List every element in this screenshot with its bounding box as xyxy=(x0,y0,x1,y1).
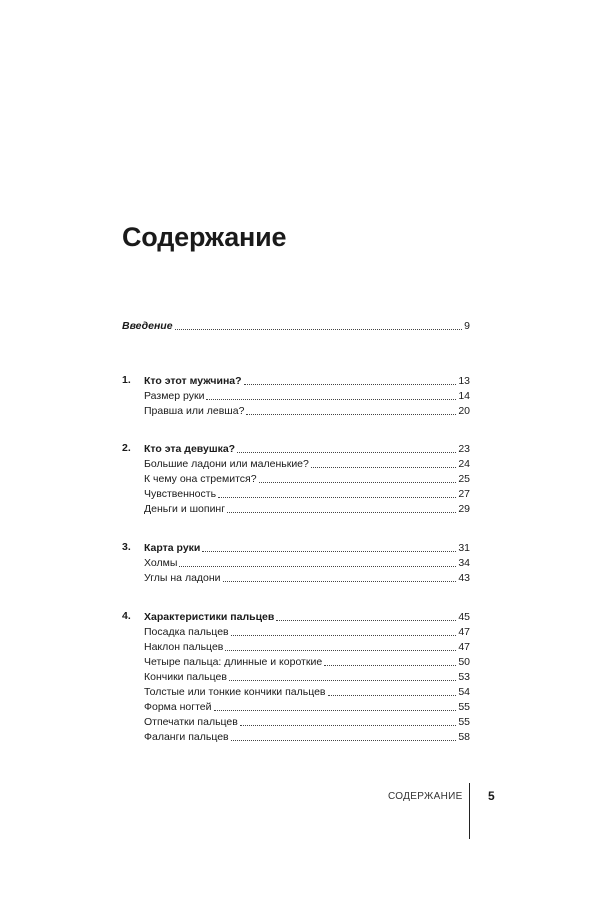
toc-item xyxy=(122,486,470,501)
toc-item-label: Деньги и шопинг xyxy=(144,503,226,515)
toc-item-page: 24 xyxy=(458,458,470,470)
toc-item-label: Кончики пальцев xyxy=(144,671,227,683)
toc-intro-page: 9 xyxy=(464,320,470,332)
toc-item-label: Размер руки xyxy=(144,390,205,402)
toc-item-page: 43 xyxy=(458,572,470,584)
toc-leader-dots xyxy=(276,619,456,621)
toc-chapter-number: 4. xyxy=(122,610,131,622)
toc-chapter xyxy=(122,540,470,555)
toc-chapter-number: 2. xyxy=(122,442,131,454)
toc-item xyxy=(122,729,470,744)
page-number: 5 xyxy=(488,789,495,803)
toc-item-label: Отпечатки пальцев xyxy=(144,716,238,728)
toc-chapter-number: 1. xyxy=(122,374,131,386)
toc-item xyxy=(122,555,470,570)
toc-item xyxy=(122,669,470,684)
toc-leader-dots xyxy=(231,634,457,636)
toc-intro-label: Введение xyxy=(122,320,173,332)
toc-leader-dots xyxy=(214,709,457,711)
toc-item-page: 55 xyxy=(458,716,470,728)
toc-item-page: 54 xyxy=(458,686,470,698)
toc-leader-dots xyxy=(240,724,456,726)
toc-leader-dots xyxy=(175,328,463,330)
toc-item-page: 47 xyxy=(458,641,470,653)
toc-item-page: 58 xyxy=(458,731,470,743)
toc-chapter xyxy=(122,373,470,388)
toc-leader-dots xyxy=(225,649,456,651)
toc-item xyxy=(122,624,470,639)
toc-item-label: Форма ногтей xyxy=(144,701,212,713)
toc-leader-dots xyxy=(324,664,456,666)
toc-chapter xyxy=(122,609,470,624)
toc-item-page: 25 xyxy=(458,473,470,485)
toc-item-page: 55 xyxy=(458,701,470,713)
toc-intro xyxy=(122,318,470,333)
toc-leader-dots xyxy=(202,550,456,552)
toc-item-page: 29 xyxy=(458,503,470,515)
running-footer-section: СОДЕРЖАНИЕ xyxy=(388,791,463,802)
toc-item-page: 20 xyxy=(458,405,470,417)
toc-leader-dots xyxy=(229,679,456,681)
toc-item xyxy=(122,639,470,654)
toc-leader-dots xyxy=(218,496,456,498)
toc-item xyxy=(122,456,470,471)
toc-item xyxy=(122,654,470,669)
toc-item xyxy=(122,501,470,516)
toc-item-page: 47 xyxy=(458,626,470,638)
toc-chapter-title: Характеристики пальцев xyxy=(144,611,275,623)
toc-item xyxy=(122,403,470,418)
toc-item-label: Большие ладони или маленькие? xyxy=(144,458,309,470)
toc-item-label: Четыре пальца: длинные и короткие xyxy=(144,656,323,668)
toc-leader-dots xyxy=(244,383,457,385)
toc-leader-dots xyxy=(259,481,457,483)
toc-leader-dots xyxy=(328,694,457,696)
toc-item-label: Толстые или тонкие кончики пальцев xyxy=(144,686,326,698)
toc-chapter-number: 3. xyxy=(122,541,131,553)
toc-item-page: 14 xyxy=(458,390,470,402)
toc-item-label: Посадка пальцев xyxy=(144,626,229,638)
toc-chapter xyxy=(122,441,470,456)
toc-item-page: 27 xyxy=(458,488,470,500)
toc-chapter-title: Карта руки xyxy=(144,542,201,554)
toc-chapter-page: 23 xyxy=(458,443,470,455)
toc-chapter-page: 31 xyxy=(458,542,470,554)
toc-item xyxy=(122,471,470,486)
toc-leader-dots xyxy=(179,565,456,567)
toc-item-label: Фаланги пальцев xyxy=(144,731,229,743)
toc-item-label: Правша или левша? xyxy=(144,405,245,417)
toc-chapter-page: 13 xyxy=(458,375,470,387)
toc-item xyxy=(122,714,470,729)
toc-leader-dots xyxy=(227,511,456,513)
toc-item-label: Холмы xyxy=(144,557,178,569)
toc-item-label: Наклон пальцев xyxy=(144,641,224,653)
toc-leader-dots xyxy=(311,466,456,468)
page-title: Содержание xyxy=(122,222,287,252)
toc-item-label: Углы на ладони xyxy=(144,572,221,584)
toc-item-page: 34 xyxy=(458,557,470,569)
toc-item xyxy=(122,388,470,403)
toc-item xyxy=(122,699,470,714)
toc-item xyxy=(122,684,470,699)
toc-item-page: 53 xyxy=(458,671,470,683)
toc-item xyxy=(122,570,470,585)
toc-chapter-title: Кто этот мужчина? xyxy=(144,375,242,387)
toc-item-label: К чему она стремится? xyxy=(144,473,257,485)
toc-chapter-page: 45 xyxy=(458,611,470,623)
toc-leader-dots xyxy=(246,413,456,415)
toc-leader-dots xyxy=(206,398,456,400)
footer-divider xyxy=(469,783,470,839)
toc-chapter-title: Кто эта девушка? xyxy=(144,443,236,455)
toc-item-page: 50 xyxy=(458,656,470,668)
toc-leader-dots xyxy=(237,451,456,453)
toc-leader-dots xyxy=(231,739,457,741)
toc-item-label: Чувственность xyxy=(144,488,217,500)
toc-leader-dots xyxy=(223,580,457,582)
